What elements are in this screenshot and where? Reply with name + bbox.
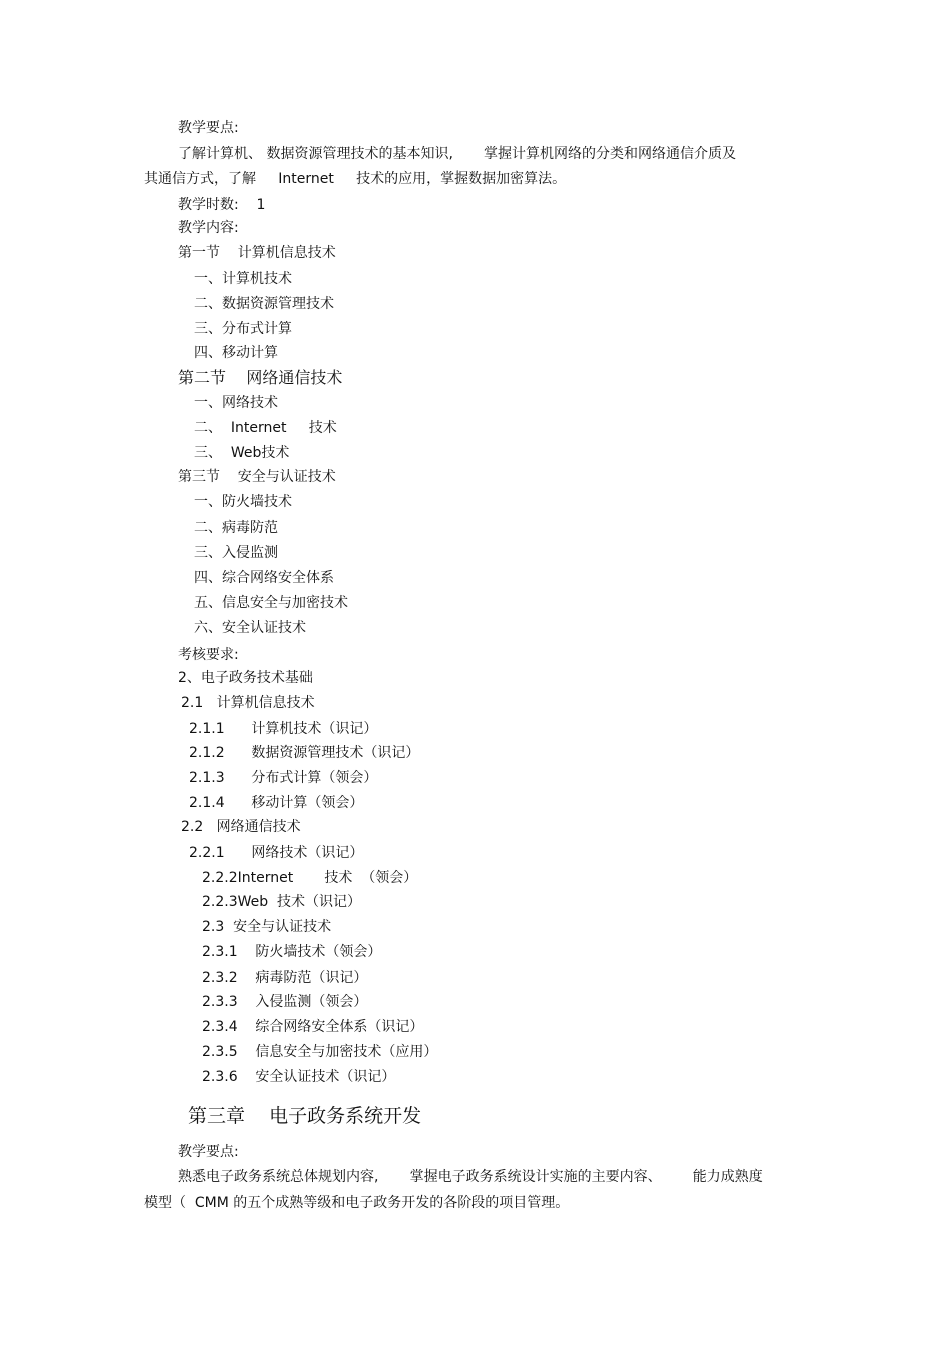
assessment-item: 2.1.4 移动计算（领会） <box>189 795 364 811</box>
teaching-content-label: 教学内容: <box>178 220 239 236</box>
assessment-item: 2.3.5 信息安全与加密技术（应用） <box>202 1044 438 1060</box>
teaching-hours: 教学时数: 1 <box>178 197 266 213</box>
assessment-item: 2、电子政务技术基础 <box>178 670 313 686</box>
assessment-item: 2.2.2Internet 技术 （领会） <box>202 870 418 886</box>
assessment-item: 2.2.1 网络技术（识记） <box>189 845 364 861</box>
content-item: 四、移动计算 <box>194 345 278 361</box>
content-item: 五、信息安全与加密技术 <box>194 595 348 611</box>
teaching-points-label: 教学要点: <box>178 1144 239 1160</box>
assessment-item: 2.3.4 综合网络安全体系（识记） <box>202 1019 424 1035</box>
teaching-points-text-cont: 其通信方式，了解 Internet 技术的应用，掌握数据加密算法。 <box>144 171 567 187</box>
content-heading: 第一节 计算机信息技术 <box>178 245 336 261</box>
content-item: 一、网络技术 <box>194 395 278 411</box>
teaching-points-text: 了解计算机、 数据资源管理技术的基本知识, 掌握计算机网络的分类和网络通信介质及 <box>178 146 737 162</box>
assessment-item: 2.1.3 分布式计算（领会） <box>189 770 378 786</box>
content-item: 二、 Internet 技术 <box>194 420 337 436</box>
teaching-points-text: 熟悉电子政务系统总体规划内容, 掌握电子政务系统设计实施的主要内容、 能力成熟度 <box>178 1169 763 1185</box>
content-item: 三、分布式计算 <box>194 321 292 337</box>
assessment-item: 2.2.3Web 技术（识记） <box>202 894 362 910</box>
assessment-label: 考核要求: <box>178 647 239 663</box>
content-heading: 第二节 网络通信技术 <box>178 368 343 387</box>
content-item: 三、入侵监测 <box>194 545 278 561</box>
assessment-item: 2.1 计算机信息技术 <box>181 695 315 711</box>
content-item: 一、计算机技术 <box>194 271 292 287</box>
assessment-item: 2.3.6 安全认证技术（识记） <box>202 1069 396 1085</box>
assessment-item: 2.1.1 计算机技术（识记） <box>189 721 378 737</box>
content-item: 六、安全认证技术 <box>194 620 306 636</box>
content-item: 二、数据资源管理技术 <box>194 296 334 312</box>
teaching-points-text-cont: 模型（ CMM 的五个成熟等级和电子政务开发的各阶段的项目管理。 <box>144 1195 570 1211</box>
assessment-item: 2.3.3 入侵监测（领会） <box>202 994 368 1010</box>
assessment-item: 2.1.2 数据资源管理技术（识记） <box>189 745 420 761</box>
content-item: 三、 Web技术 <box>194 445 290 461</box>
content-item: 一、防火墙技术 <box>194 494 292 510</box>
content-item: 四、综合网络安全体系 <box>194 570 334 586</box>
teaching-points-label: 教学要点: <box>178 120 239 136</box>
chapter-title: 第三章 电子政务系统开发 <box>188 1105 422 1127</box>
content-heading: 第三节 安全与认证技术 <box>178 469 336 485</box>
assessment-item: 2.3.1 防火墙技术（领会） <box>202 944 382 960</box>
assessment-item: 2.3 安全与认证技术 <box>202 919 332 935</box>
assessment-item: 2.2 网络通信技术 <box>181 819 301 835</box>
assessment-item: 2.3.2 病毒防范（识记） <box>202 970 368 986</box>
content-item: 二、病毒防范 <box>194 520 278 536</box>
